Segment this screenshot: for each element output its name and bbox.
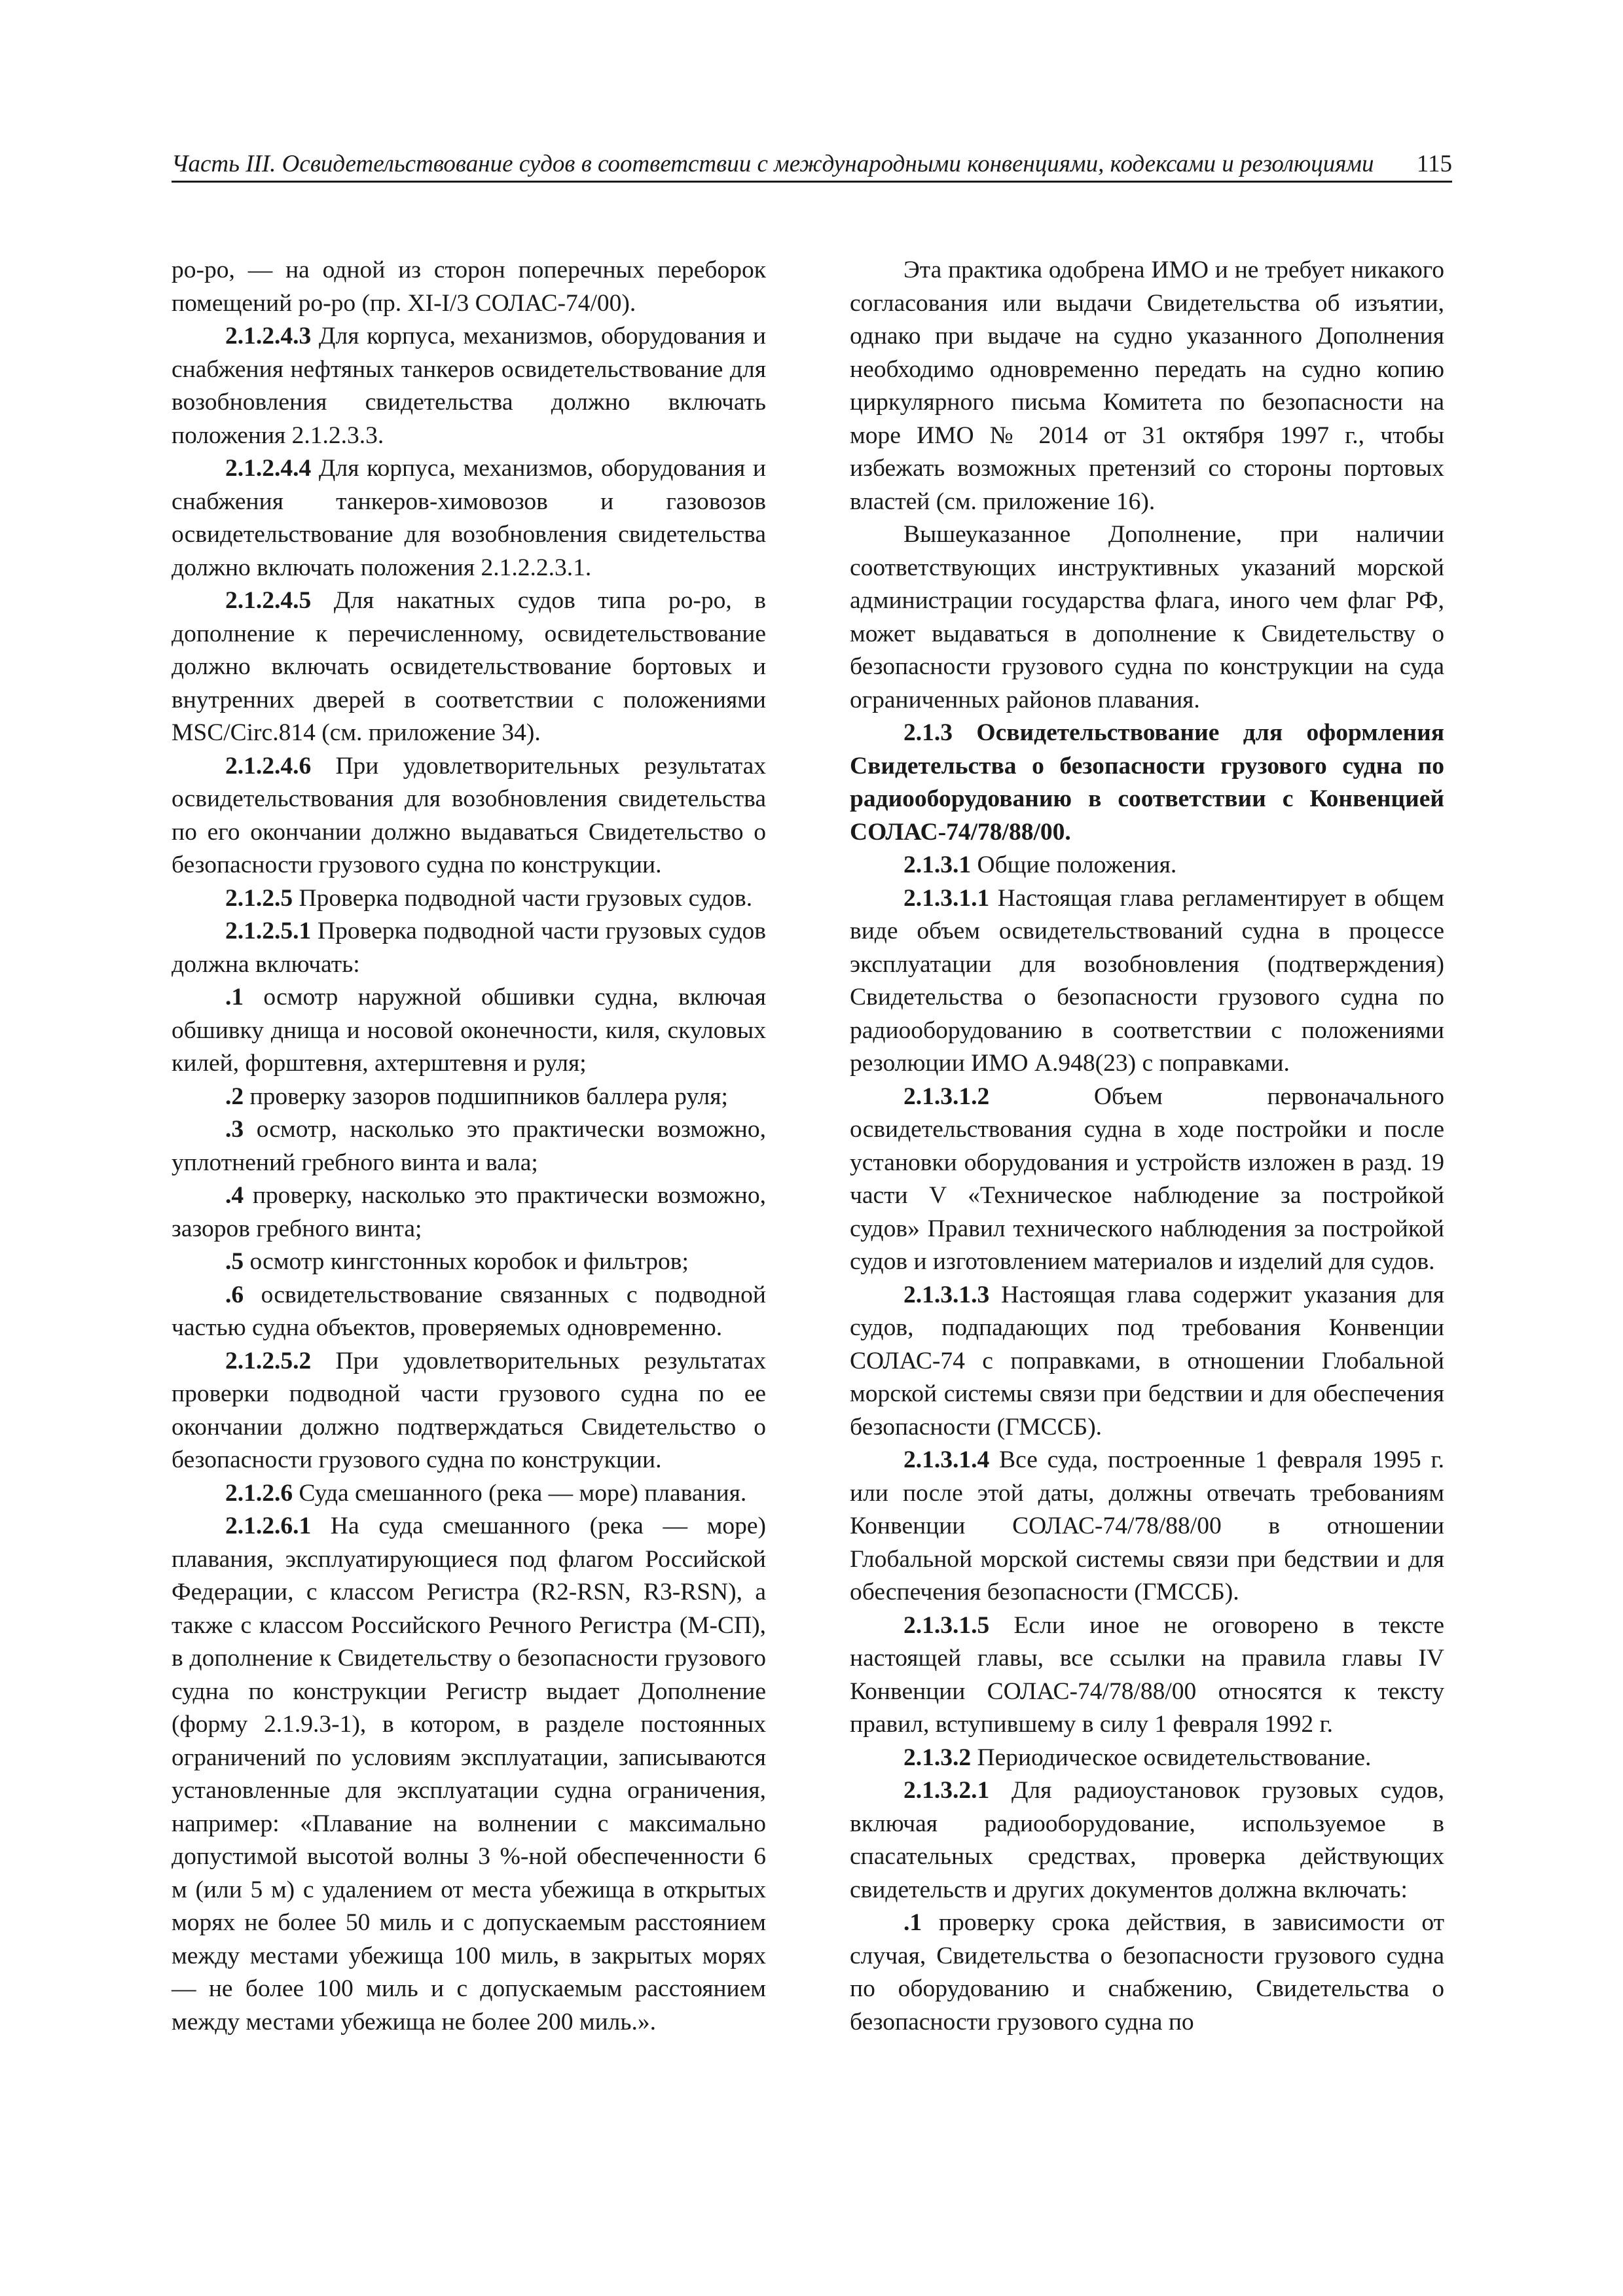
section-heading: 2.1.3 Освидетельствование для оформления Свидетельства о безопасности грузового судна по радиооборудованию в соответствии с Конвенцией СОЛАС-74/78/88/00. <box>850 719 1444 846</box>
paragraph: 2.1.2.5.2 При удовлетворительных результатах проверки подводной части грузового судна по ее окончании должно подтверждаться Свидетельство о безопасности грузового судна по конструкции. <box>172 1347 766 1473</box>
list-item: .2 проверку зазоров подшипников баллера руля; <box>225 1083 728 1110</box>
paragraph: 2.1.2.4.3 Для корпуса, механизмов, оборудования и снабжения нефтяных танкеров освидетельствование для возобновления свидетельства должно включать положения 2.1.2.3.3. <box>172 323 766 449</box>
paragraph: ро-ро, — на одной из сторон поперечных переборок помещений ро-ро (пр. XI-I/3 СОЛАС-74/00). <box>172 257 766 317</box>
paragraph: 2.1.2.4.4 Для корпуса, механизмов, оборудования и снабжения танкеров-химовозов и газовозов освидетельствование для возобновления свидетельства должно включать положения 2.1.2.2.3.1. <box>172 455 766 581</box>
paragraph: 2.1.2.4.6 При удовлетворительных результатах освидетельствования для возобновления свидетельства по его окончании должно выдаваться Свидетельство о безопасности грузового судна по конструкции. <box>172 752 766 878</box>
paragraph: 2.1.2.6.1 На суда смешанного (река — море) плавания, эксплуатирующиеся под флагом Российской Федерации, с классом Регистра (R2-RSN, R3-RSN), а также с классом Российского Речного Регистра (М-СП), в дополнение к Свидетельству о безопасности грузового судна по конструкции Регистр выдает Дополнение (форму 2.1.9.3-1), в котором, в разделе постоянных ограничений по условиям эксплуатации, записываются установленные для эксплуатации судна ограничения, например: «Плавание на волнении с максимально допустимой высотой волны 3 %-ной обеспеченности 6 м (или 5 м) с удалением от места убежища в открытых морях не более 50 миль и с допускаемым расстоянием между местами убежища 100 миль, в закрытых морях — не более 100 миль и с допускаемым расстоянием между местами убежища не более 200 миль.». <box>172 1513 766 2036</box>
list-item: .5 осмотр кингстонных коробок и фильтров; <box>225 1248 689 1275</box>
paragraph: 2.1.3.2.1 Для радиоустановок грузовых судов, включая радиооборудование, используемое в спасательных средствах, проверка действующих свидетельств и других документов должна включать: <box>850 1777 1444 1903</box>
list-item: .1 осмотр наружной обшивки судна, включая обшивку днища и носовой оконечности, киля, скуловых килей, форштевня, ахтерштевня и руля; <box>172 984 766 1077</box>
paragraph: 2.1.3.1.1 Настоящая глава регламентирует в общем виде объем освидетельствований судна в процессе эксплуатации для возобновления (подтверждения) Свидетельства о безопасности грузового судна по радиооборудованию в соответствии с положениями резолюции ИМО А.948(23) с поправками. <box>850 884 1444 1077</box>
left-column <box>172 254 766 2039</box>
paragraph: Эта практика одобрена ИМО и не требует никакого согласования или выдачи Свидетельства об изъятии, однако при выдаче на судно указанного Дополнения необходимо одновременно передать на судно копию циркулярного письма Комитета по безопасности на море ИМО № 2014 от 31 октября 1997 г., чтобы избежать возможных претензий со стороны портовых властей (см. приложение 16). <box>850 257 1444 515</box>
paragraph: 2.1.3.1.3 Настоящая глава содержит указания для судов, подпадающих под требования Конвенции СОЛАС-74 с поправками, в отношении Глобальной морской системы связи при бедствии и для обеспечения безопасности (ГМССБ). <box>850 1281 1444 1441</box>
paragraph: 2.1.2.4.5 Для накатных судов типа ро-ро, в дополнение к перечисленному, освидетельствование должно включать освидетельствование бортовых и внутренних дверей в соответствии с положениями MSC/Circ.814 (см. приложение 34). <box>172 587 766 746</box>
running-header <box>172 148 1452 183</box>
list-item: .4 проверку, насколько это практически возможно, зазоров гребного винта; <box>172 1182 766 1242</box>
paragraph: 2.1.3.1 Общие положения. <box>903 852 1177 878</box>
paragraph: 2.1.3.1.4 Все суда, построенные 1 февраля 1995 г. или после этой даты, должны отвечать требованиям Конвенции СОЛАС-74/78/88/00 в отношении Глобальной морской системы связи при бедствии и для обеспечения безопасности (ГМССБ). <box>850 1446 1444 1605</box>
paragraph: 2.1.2.5 Проверка подводной части грузовых судов. <box>225 884 753 912</box>
header-title: Часть III. Освидетельствование судов в соответствии с международными конвенциями, кодексами и резолюциями <box>172 151 1374 177</box>
paragraph: 2.1.3.1.2 Объем первоначального освидетельствования судна в ходе постройки и после установки оборудования и устройств изложен в разд. 19 части V «Техническое наблюдение за постройкой судов» Правил технического наблюдения за постройкой судов и изготовлением материалов и изделий для судов. <box>850 1083 1444 1275</box>
paragraph: 2.1.3.1.5 Если иное не оговорено в тексте настоящей главы, все ссылки на правила главы IV Конвенции СОЛАС-74/78/88/00 относятся к тексту правил, вступившему в силу 1 февраля 1992 г. <box>850 1611 1444 1738</box>
list-item: .3 осмотр, насколько это практически возможно, уплотнений гребного винта и вала; <box>172 1116 766 1176</box>
paragraph: 2.1.2.6 Суда смешанного (река — море) плавания. <box>225 1479 747 1507</box>
paragraph: 2.1.2.5.1 Проверка подводной части грузовых судов должна включать: <box>172 918 766 978</box>
list-item: .1 проверку срока действия, в зависимости от случая, Свидетельства о безопасности грузового судна по оборудованию и снабжению, Свидетельства о безопасности грузового судна по <box>850 1909 1444 2036</box>
paragraph: 2.1.3.2 Периодическое освидетельствование. <box>903 1744 1372 1771</box>
paragraph: Вышеуказанное Дополнение, при наличии соответствующих инструктивных указаний морской администрации государства флага, иного чем флаг РФ, может выдаваться в дополнение к Свидетельству о безопасности грузового судна по конструкции на суда ограниченных районов плавания. <box>850 521 1444 713</box>
right-column <box>850 254 1444 2039</box>
page-number: 115 <box>1416 151 1452 177</box>
list-item: .6 освидетельствование связанных с подводной частью судна объектов, проверяемых одновременно. <box>172 1281 766 1341</box>
